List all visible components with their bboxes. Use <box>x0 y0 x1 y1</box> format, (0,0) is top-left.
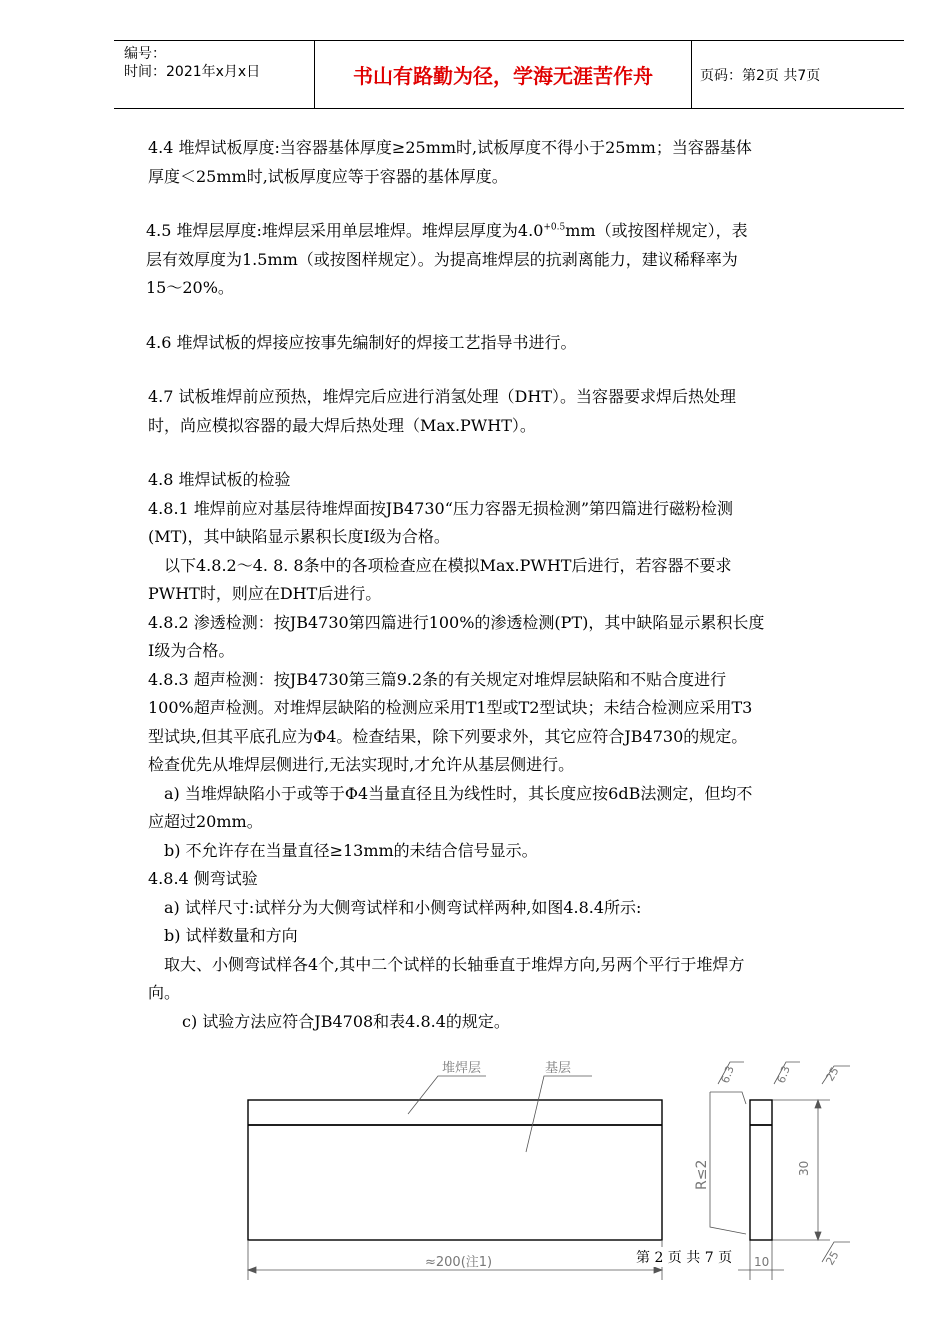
section-4-6: 4.6 堆焊试板的焊接应按事先编制好的焊接工艺指导书进行。 <box>146 332 577 352</box>
section-4-5-line3: 15～20%。 <box>146 278 234 297</box>
section-4-8-3-line1: 4.8.3 超声检测：按JB4730第三篇9.2条的有关规定对堆焊层缺陷和不贴合度进行 <box>148 669 727 689</box>
section-4-8-3-line3: 型试块,但其平底孔应为Φ4。检查结果，除下列要求外，其它应符合JB4730的规定。 <box>148 726 748 746</box>
section-4-5-text-b: mm（或按图样规定），表 <box>565 221 748 240</box>
section-4-4-line1: 4.4 堆焊试板厚度:当容器基体厚度≥25mm时,试板厚度不得小于25mm；当容器基体 <box>148 138 752 157</box>
roughness-value-2: 6.3 <box>774 1064 793 1086</box>
section-4-8-4-item-a: a) 试样尺寸:试样分为大侧弯试样和小侧弯试样两种,如图4.8.4所示: <box>164 897 642 917</box>
section-4-8-1-line4: PWHT时，则应在DHT后进行。 <box>148 584 382 603</box>
base-leader-line <box>526 1076 592 1152</box>
section-4-8-3-line4: 检查优先从堆焊层侧进行,无法实现时,才允许从基层侧进行。 <box>148 755 575 774</box>
top-dimension-label: 25 <box>823 1064 842 1084</box>
section-4-8-3-item-a-line2: 应超过20mm。 <box>148 812 263 831</box>
specimen-side-outline <box>750 1100 772 1240</box>
thickness-dimension-label: 30 <box>797 1160 811 1176</box>
section-4-7-line2: 时，尚应模拟容器的最大焊后热处理（Max.PWHT）。 <box>148 415 536 435</box>
header-left-cell <box>114 41 314 108</box>
section-4-8-4-item-c: c) 试验方法应符合JB4708和表4.8.4的规定。 <box>182 1011 510 1031</box>
section-4-5-text-a: 4.5 堆焊层厚度:堆焊层采用单层堆焊。堆焊层厚度为4.0 <box>146 221 544 240</box>
tolerance-superscript: +0.5 <box>543 222 566 233</box>
roughness-value-1: 6.3 <box>718 1064 737 1086</box>
bottom-dimension-label: 25 <box>823 1248 842 1268</box>
section-4-8-heading: 4.8 堆焊试板的检验 <box>148 470 291 489</box>
header-motto: 书山有路勤为径，学海无涯苦作舟 <box>314 41 692 108</box>
section-4-5-line2: 层有效厚度为1.5mm（或按图样规定）。为提高堆焊层的抗剥离能力，建议稀释率为 <box>146 249 738 269</box>
base-layer-label: 基层 <box>545 1061 572 1076</box>
section-4-8-4-item-b-line2: 取大、小侧弯试样各4个,其中二个试样的长轴垂直于堆焊方向,另两个平行于堆焊方 <box>164 954 745 974</box>
section-4-8-4-heading: 4.8.4 侧弯试验 <box>148 869 258 888</box>
length-dimension-label: ≈200(注1) <box>425 1255 493 1270</box>
section-4-8-4-item-b: b) 试样数量和方向 <box>164 926 298 945</box>
document-number-label: 编号： <box>124 46 166 62</box>
section-4-7-line1: 4.7 试板堆焊前应预热，堆焊完后应进行消氢处理（DHT）。当容器要求焊后热处理 <box>148 387 736 406</box>
page-footer-number: 第 2 页 共 7 页 <box>632 1247 736 1267</box>
section-4-8-3-item-a-line1: a) 当堆焊缺陷小于或等于Φ4当量直径且为线性时，其长度应按6dB法测定，但均不 <box>164 783 753 803</box>
width-dimension-label: 10 <box>754 1255 770 1269</box>
section-4-8-4-item-b-line3: 向。 <box>148 983 181 1002</box>
section-4-8-1-line3: 以下4.8.2～4. 8. 8条中的各项检查应在模拟Max.PWHT后进行，若容器不要求 <box>164 555 732 575</box>
section-4-4-line2: 厚度＜25mm时,试板厚度应等于容器的基体厚度。 <box>148 166 508 186</box>
overlay-leader-line <box>408 1076 486 1114</box>
section-4-5-line1 <box>146 217 872 246</box>
section-4-8-2-line2: Ⅰ级为合格。 <box>148 641 235 660</box>
radius-label: R≤2 <box>694 1159 710 1190</box>
document-time-label: 时间：2021年x月x日 <box>124 64 261 80</box>
side-bend-specimen-drawing <box>240 1052 880 1282</box>
section-4-8-1-line2: (MT)，其中缺陷显示累积长度Ⅰ级为合格。 <box>148 527 450 546</box>
section-4-8-2-line1: 4.8.2 渗透检测：按JB4730第四篇进行100%的渗透检测(PT)，其中缺陷显示累积长度 <box>148 612 765 632</box>
document-body <box>146 134 872 1036</box>
overlay-layer-label: 堆焊层 <box>442 1061 482 1076</box>
page-header <box>114 40 904 109</box>
specimen-front-outline <box>248 1100 662 1240</box>
section-4-8-3-line2: 100%超声检测。对堆焊层缺陷的检测应采用T1型或T2型试块；未结合检测应采用T3 <box>148 698 753 717</box>
header-page-info: 页码：第2页 共7页 <box>700 67 821 84</box>
section-4-8-1-line1: 4.8.1 堆焊前应对基层待堆焊面按JB4730“压力容器无损检测”第四篇进行磁粉检测 <box>148 498 734 518</box>
section-4-8-3-item-b: b) 不允许存在当量直径≥13mm的未结合信号显示。 <box>164 840 538 860</box>
